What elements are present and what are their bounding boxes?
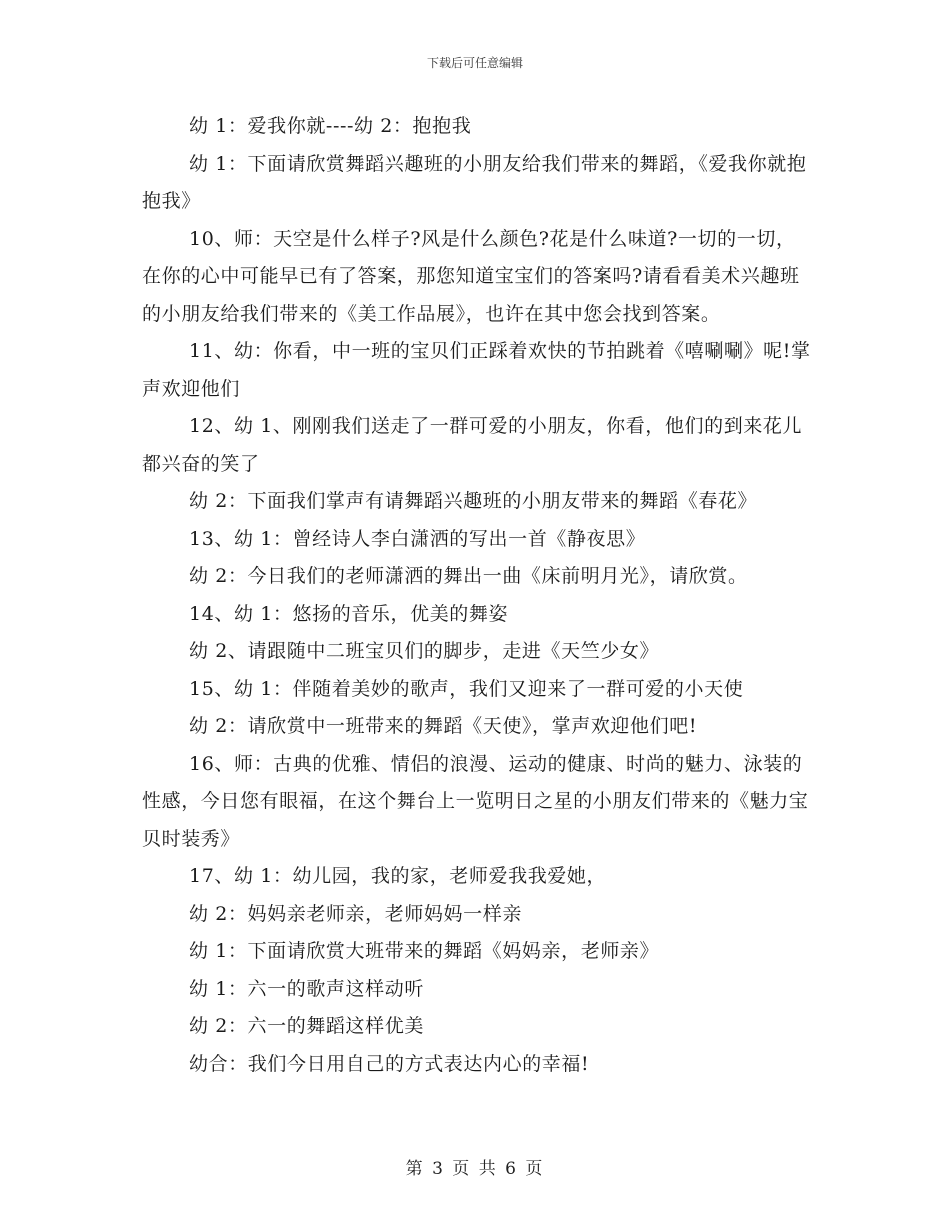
paragraph: 幼 1：下面请欣赏大班带来的舞蹈《妈妈亲，老师亲》 — [189, 940, 660, 962]
paragraph: 幼合：我们今日用自己的方式表达内心的幸福! — [189, 1052, 590, 1075]
paragraph: 11、幼：你看，中一班的宝贝们正踩着欢快的节拍跳着《嘻唰唰》呢!掌声欢迎他们 — [142, 340, 811, 400]
paragraph: 幼 2、请跟随中二班宝贝们的脚步，走进《天竺少女》 — [189, 640, 660, 662]
paragraph: 幼 2：请欣赏中一班带来的舞蹈《天使》，掌声欢迎他们吧! — [189, 715, 698, 737]
paragraph: 幼 1：六一的歌声这样动听 — [189, 977, 424, 1000]
paragraph: 幼 2：今日我们的老师潇洒的舞出一曲《床前明月光》，请欣赏。 — [189, 565, 748, 587]
paragraph: 幼 2：妈妈亲老师亲，老师妈妈一样亲 — [189, 902, 522, 925]
paragraph: 17、幼 1：幼儿园，我的家，老师爱我我爱她， — [189, 865, 607, 887]
paragraph: 10、师：天空是什么样子?风是什么颜色?花是什么味道?一切的一切，在你的心中可能早已有了答案，那您知道宝宝们的答案吗?请看看美术兴趣班的小朋友给我们带来的《美工作品展》，也许在其中您会找到答案。 — [142, 227, 800, 325]
paragraph: 幼 1：爱我你就----幼 2：抱抱我 — [189, 115, 472, 137]
paragraph: 14、幼 1：悠扬的音乐，优美的舞姿 — [189, 602, 509, 625]
paragraph: 16、师：古典的优雅、情侣的浪漫、运动的健康、时尚的魅力、泳装的性感，今日您有眼福，在这个舞台上一览明日之星的小朋友们带来的《魅力宝贝时装秀》 — [142, 752, 809, 850]
paragraph: 幼 2：下面我们掌声有请舞蹈兴趣班的小朋友带来的舞蹈《春花》 — [189, 490, 758, 512]
page-footer: 第 3 页 共 6 页 — [405, 1159, 545, 1179]
page-header: 下载后可任意编辑 — [426, 56, 523, 70]
paragraph: 12、幼 1、刚刚我们送走了一群可爱的小朋友，你看，他们的到来花儿都兴奋的笑了 — [142, 415, 803, 475]
paragraph: 幼 1：下面请欣赏舞蹈兴趣班的小朋友给我们带来的舞蹈，《爱我你就抱抱我》 — [142, 152, 807, 212]
document-body — [142, 108, 812, 1083]
paragraph: 幼 2：六一的舞蹈这样优美 — [189, 1015, 424, 1037]
paragraph: 15、幼 1：伴随着美妙的歌声，我们又迎来了一群可爱的小天使 — [189, 677, 744, 700]
paragraph: 13、幼 1：曾经诗人李白潇洒的写出一首《静夜思》 — [189, 527, 646, 550]
